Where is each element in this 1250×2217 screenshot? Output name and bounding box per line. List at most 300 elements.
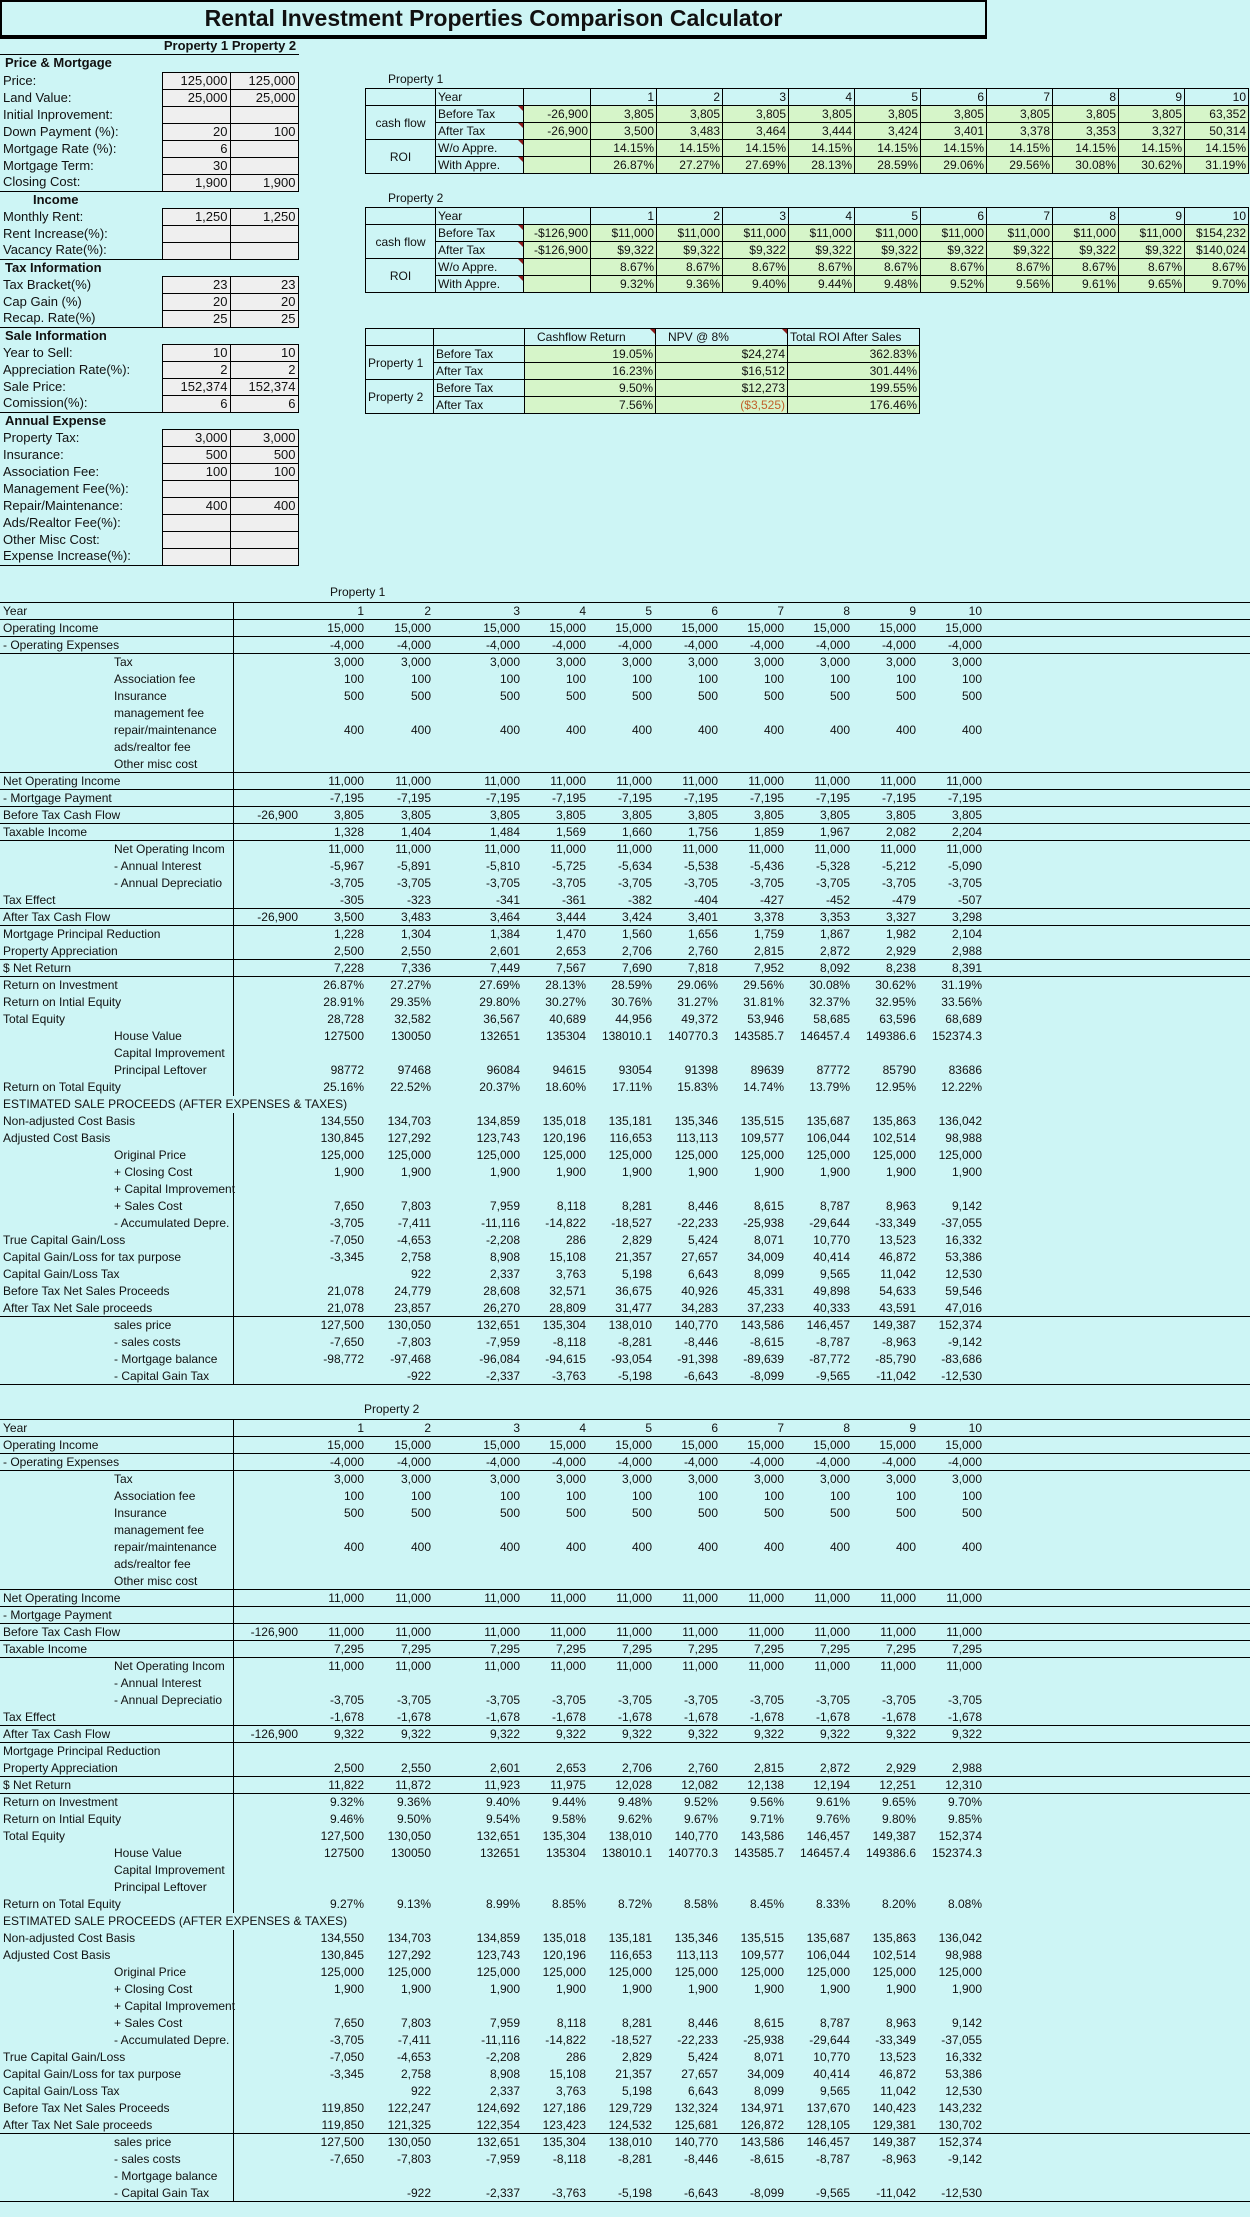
summary-header-npv-8: NPV @ 8% bbox=[656, 329, 788, 346]
association-fee-property-1-input[interactable]: 100 bbox=[162, 463, 230, 480]
table-row bbox=[0, 1113, 1250, 1130]
comission-property-1-input[interactable]: 6 bbox=[162, 395, 230, 412]
input-row bbox=[0, 242, 298, 259]
value-cell: 15,000 bbox=[654, 620, 720, 637]
value-cell: 45,331 bbox=[747, 1284, 784, 1298]
value-cell bbox=[233, 1505, 300, 1522]
table-row bbox=[0, 1658, 1250, 1675]
value-cell: 83686 bbox=[948, 1063, 982, 1077]
value-cell: 400 bbox=[763, 723, 784, 737]
value-cell: 152374.3 bbox=[931, 1846, 982, 1860]
value-cell: $140,024 bbox=[1185, 242, 1249, 259]
value-cell: 9,565 bbox=[819, 2084, 850, 2098]
value-cell bbox=[233, 1351, 300, 1368]
summary-value: 176.46% bbox=[788, 397, 920, 414]
spacer-cell bbox=[433, 1743, 456, 1760]
value-cell: -3,345 bbox=[329, 2067, 364, 2081]
input-label: Down Payment (%): bbox=[3, 123, 119, 139]
price-property-1-input[interactable]: 125,000 bbox=[162, 72, 230, 89]
value-cell: 7,295 bbox=[654, 1641, 720, 1658]
value-cell: 15,000 bbox=[786, 1437, 852, 1454]
property-tax-property-1-input[interactable]: 3,000 bbox=[162, 429, 230, 446]
table-row bbox=[0, 1896, 1250, 1913]
mortgage-rate-property-2-input[interactable] bbox=[230, 140, 298, 157]
price-property-2-input[interactable]: 125,000 bbox=[230, 72, 298, 89]
value-cell: -922 bbox=[366, 1368, 433, 1385]
value-cell bbox=[918, 1913, 984, 1930]
blank-cell bbox=[366, 208, 436, 225]
value-cell: -1,678 bbox=[366, 1709, 433, 1726]
value-cell: 14.15% bbox=[657, 140, 723, 157]
value-cell bbox=[918, 1045, 984, 1062]
filler-cell bbox=[984, 2066, 1250, 2083]
value-cell: 34,283 bbox=[654, 1300, 720, 1317]
sale-price-property-1-input[interactable]: 152,374 bbox=[162, 378, 230, 395]
filler-cell bbox=[984, 1488, 1250, 1505]
value-cell: 7 bbox=[720, 603, 786, 620]
group-label-roi: ROI bbox=[366, 140, 436, 174]
filler-cell bbox=[984, 1300, 1250, 1317]
value-cell: 36,567 bbox=[483, 1012, 520, 1026]
value-cell: 2,872 bbox=[786, 943, 852, 960]
year-to-sell-property-2-input[interactable]: 10 bbox=[230, 344, 298, 361]
input-row bbox=[0, 361, 298, 378]
mortgage-term-property-2-input[interactable] bbox=[230, 157, 298, 174]
insurance-property-2-input[interactable]: 500 bbox=[230, 446, 298, 463]
ads-realtor-fee-property-2-input[interactable] bbox=[230, 514, 298, 531]
value-cell: 1,384 bbox=[489, 927, 520, 942]
filler-cell bbox=[984, 1249, 1250, 1266]
value-cell: 100 bbox=[343, 672, 364, 686]
row-label-w-o-appre: W/o Appre. bbox=[436, 140, 524, 157]
value-cell: 400 bbox=[499, 723, 520, 737]
value-cell: 12,082 bbox=[654, 1777, 720, 1794]
value-cell: 11,000 bbox=[682, 1659, 718, 1674]
value-cell: 134,859 bbox=[476, 1114, 520, 1128]
closing-cost-property-1-input[interactable]: 1,900 bbox=[162, 174, 230, 191]
year-header: 3 bbox=[723, 89, 789, 106]
insurance-property-1-input[interactable]: 500 bbox=[162, 446, 230, 463]
value-cell: -7,195 bbox=[786, 790, 852, 807]
value-cell bbox=[366, 1675, 433, 1692]
filler-cell bbox=[984, 1215, 1250, 1232]
value-cell: 21,078 bbox=[300, 1300, 366, 1317]
property-tax-property-2-input[interactable]: 3,000 bbox=[230, 429, 298, 446]
value-cell bbox=[456, 1743, 522, 1760]
value-cell: 31.27% bbox=[677, 995, 718, 1009]
value-cell bbox=[300, 1879, 366, 1896]
filler-cell bbox=[984, 1454, 1250, 1471]
appreciation-rate-property-1-input[interactable]: 2 bbox=[162, 361, 230, 378]
repair-maintenance-property-2-input[interactable]: 400 bbox=[230, 497, 298, 514]
land-value-property-2-input[interactable]: 25,000 bbox=[230, 89, 298, 106]
value-cell: 7,803 bbox=[400, 1199, 431, 1213]
value-cell bbox=[654, 756, 720, 773]
value-cell bbox=[233, 2168, 300, 2185]
row-label-ads-realtor-fee: ads/realtor fee bbox=[0, 739, 233, 756]
value-cell bbox=[456, 1522, 522, 1539]
row-label-before-tax-net-sales-proceeds: Before Tax Net Sales Proceeds bbox=[0, 1283, 233, 1300]
row-label-net-operating-income: Net Operating Income bbox=[0, 773, 233, 790]
filler-cell bbox=[984, 1368, 1250, 1385]
spacer-cell bbox=[433, 1896, 456, 1913]
value-cell: 29.06% bbox=[677, 978, 718, 993]
value-cell: 9,322 bbox=[366, 1726, 433, 1743]
table-row bbox=[0, 1164, 1250, 1181]
value-cell bbox=[300, 756, 366, 773]
value-cell bbox=[233, 1930, 300, 1947]
input-row bbox=[0, 208, 298, 225]
value-cell bbox=[720, 1045, 786, 1062]
row-label-property-appreciation: Property Appreciation bbox=[0, 943, 233, 960]
value-cell: 11,000 bbox=[654, 1590, 720, 1607]
value-cell bbox=[852, 1862, 918, 1879]
expense-increase-property-1-input[interactable] bbox=[162, 548, 230, 565]
spacer-cell bbox=[433, 1011, 456, 1028]
value-cell bbox=[233, 1947, 300, 1964]
value-cell bbox=[786, 739, 852, 756]
group-label-cash-flow: cash flow bbox=[366, 106, 436, 140]
value-cell: 9.71% bbox=[749, 1812, 784, 1826]
value-cell bbox=[233, 1709, 300, 1726]
value-cell: -11,042 bbox=[852, 1368, 918, 1385]
value-cell: 8,118 bbox=[556, 1199, 586, 1213]
spacer-cell bbox=[433, 1368, 456, 1385]
value-cell: -7,050 bbox=[329, 1233, 364, 1247]
value-cell: -7,650 bbox=[329, 1335, 364, 1349]
table-row bbox=[0, 688, 1250, 705]
value-cell: 138010.1 bbox=[601, 1029, 652, 1043]
row-label-return-on-total-equity: Return on Total Equity bbox=[0, 1896, 233, 1913]
value-cell: 143,232 bbox=[938, 2101, 982, 2115]
value-cell: 500 bbox=[895, 1506, 916, 1520]
value-cell: 15,000 bbox=[456, 620, 522, 637]
filler-cell bbox=[984, 1556, 1250, 1573]
value-cell: 14.15% bbox=[1119, 140, 1185, 157]
row-label-true-capital-gain-loss: True Capital Gain/Loss bbox=[0, 2049, 233, 2066]
mortgage-term-property-1-input[interactable]: 30 bbox=[162, 157, 230, 174]
year-header: 2 bbox=[657, 89, 723, 106]
value-cell bbox=[456, 1607, 522, 1624]
monthly-rent-property-2-input[interactable]: 1,250 bbox=[230, 208, 298, 225]
value-cell: -7,959 bbox=[485, 2152, 520, 2166]
value-cell bbox=[522, 1045, 588, 1062]
association-fee-property-2-input[interactable]: 100 bbox=[230, 463, 298, 480]
value-cell: 11,000 bbox=[654, 1624, 720, 1641]
value-cell bbox=[918, 1862, 984, 1879]
value-cell: 8,615 bbox=[753, 1199, 784, 1213]
filler-cell bbox=[984, 1658, 1250, 1675]
value-cell: 4 bbox=[522, 1420, 588, 1437]
value-cell bbox=[720, 705, 786, 722]
spacer-cell bbox=[433, 1198, 456, 1215]
value-cell: 149386.6 bbox=[865, 1029, 916, 1043]
value-cell bbox=[786, 1045, 852, 1062]
year-header: 2 bbox=[657, 208, 723, 225]
value-cell: 3,327 bbox=[1119, 123, 1185, 140]
value-cell: 7,690 bbox=[588, 960, 654, 977]
section-header bbox=[0, 327, 298, 344]
value-cell: -9,565 bbox=[786, 1368, 852, 1385]
value-cell: 102,514 bbox=[872, 1131, 916, 1145]
value-cell: -3,705 bbox=[881, 1693, 916, 1707]
initial-inprovement-property-2-input[interactable] bbox=[230, 106, 298, 123]
value-cell: -4,000 bbox=[522, 1454, 588, 1471]
value-cell: 9.36% bbox=[396, 1795, 431, 1810]
row-label-non-adjusted-cost-basis: Non-adjusted Cost Basis bbox=[0, 1930, 233, 1947]
cap-gain-property-1-input[interactable]: 20 bbox=[162, 293, 230, 310]
row-label-return-on-investment: Return on Investment bbox=[0, 1794, 233, 1811]
value-cell bbox=[233, 1232, 300, 1249]
value-cell: 143,586 bbox=[740, 1829, 784, 1843]
value-cell: -4,000 bbox=[654, 1454, 720, 1471]
value-cell bbox=[233, 654, 300, 671]
value-cell bbox=[720, 1879, 786, 1896]
value-cell: 135,304 bbox=[542, 1829, 586, 1843]
value-cell: 63,352 bbox=[1185, 106, 1249, 123]
row-label-with-appre: With Appre. bbox=[436, 157, 524, 174]
comission-property-2-input[interactable]: 6 bbox=[230, 395, 298, 412]
rent-increase-property-1-input[interactable] bbox=[162, 225, 230, 242]
value-cell: 15.83% bbox=[677, 1080, 718, 1094]
ads-realtor-fee-property-1-input[interactable] bbox=[162, 514, 230, 531]
tax-bracket-property-1-input[interactable]: 23 bbox=[162, 276, 230, 293]
value-cell: 135,018 bbox=[542, 1931, 586, 1945]
value-cell bbox=[654, 1573, 720, 1590]
section-title: Income bbox=[33, 191, 79, 207]
value-cell: 13,523 bbox=[879, 1233, 916, 1247]
value-cell: 127500 bbox=[323, 1029, 364, 1043]
value-cell: -8,281 bbox=[617, 2152, 652, 2166]
value-cell: 100 bbox=[697, 672, 718, 686]
appreciation-rate-property-2-input[interactable]: 2 bbox=[230, 361, 298, 378]
spacer-cell bbox=[433, 1232, 456, 1249]
filler-cell bbox=[984, 1198, 1250, 1215]
down-payment-property-1-input[interactable]: 20 bbox=[162, 123, 230, 140]
spacer-cell bbox=[433, 960, 456, 977]
value-cell: -3,705 bbox=[947, 876, 982, 890]
spacer-cell bbox=[433, 1215, 456, 1232]
management-fee-property-1-input[interactable] bbox=[162, 480, 230, 497]
vacancy-rate-property-1-input[interactable] bbox=[162, 242, 230, 259]
value-cell: 125,000 bbox=[674, 1148, 718, 1162]
value-cell: -8,099 bbox=[720, 1368, 786, 1385]
value-cell bbox=[233, 977, 300, 994]
value-cell: 132,651 bbox=[476, 1318, 520, 1333]
repair-maintenance-property-1-input[interactable]: 400 bbox=[162, 497, 230, 514]
value-cell bbox=[588, 1045, 654, 1062]
closing-cost-property-2-input[interactable]: 1,900 bbox=[230, 174, 298, 191]
value-cell: -8,118 bbox=[552, 1335, 586, 1349]
spacer-cell bbox=[433, 1981, 456, 1998]
value-cell bbox=[366, 1181, 433, 1198]
value-cell: -323 bbox=[366, 892, 433, 909]
value-cell: -7,411 bbox=[397, 1216, 431, 1230]
input-row bbox=[0, 89, 298, 106]
row-label-house-value: House Value bbox=[0, 1845, 233, 1862]
initial-inprovement-property-1-input[interactable] bbox=[162, 106, 230, 123]
value-cell bbox=[233, 773, 300, 790]
table-row bbox=[0, 994, 1250, 1011]
rent-increase-property-2-input[interactable] bbox=[230, 225, 298, 242]
tax-bracket-property-2-input[interactable]: 23 bbox=[230, 276, 298, 293]
value-cell bbox=[588, 1573, 654, 1590]
expense-increase-property-2-input[interactable] bbox=[230, 548, 298, 565]
value-cell: 7,295 bbox=[918, 1641, 984, 1658]
value-cell bbox=[524, 157, 591, 174]
value-cell: 11,822 bbox=[300, 1777, 366, 1794]
value-cell: 11,000 bbox=[682, 842, 718, 857]
value-cell: 15,000 bbox=[720, 620, 786, 637]
filler-cell bbox=[984, 858, 1250, 875]
row-label-sales-costs: - sales costs bbox=[0, 1334, 233, 1351]
value-cell: 100 bbox=[565, 1489, 586, 1503]
value-cell bbox=[918, 1743, 984, 1760]
input-label: Association Fee: bbox=[3, 463, 100, 479]
value-cell: 54,633 bbox=[879, 1284, 916, 1298]
value-cell: 30.62% bbox=[1119, 157, 1185, 174]
value-cell: 1,900 bbox=[621, 1982, 652, 1996]
value-cell: 11,000 bbox=[484, 1659, 520, 1674]
value-cell: 149,387 bbox=[872, 2135, 916, 2150]
value-cell: 1,900 bbox=[400, 1165, 431, 1179]
value-cell bbox=[588, 1556, 654, 1573]
input-row bbox=[0, 106, 298, 123]
row-label-original-price: Original Price bbox=[0, 1147, 233, 1164]
spacer-cell bbox=[433, 824, 456, 841]
table-row bbox=[0, 2066, 1250, 2083]
spacer-cell bbox=[433, 1471, 456, 1488]
value-cell: 11,000 bbox=[366, 1624, 433, 1641]
value-cell: -3,705 bbox=[749, 876, 784, 890]
value-cell: 100 bbox=[895, 672, 916, 686]
spacer-cell bbox=[433, 1641, 456, 1658]
filler-cell bbox=[984, 824, 1250, 841]
value-cell bbox=[233, 1607, 300, 1624]
filler-cell bbox=[984, 1845, 1250, 1862]
filler-cell bbox=[984, 1266, 1250, 1283]
value-cell: -4,000 bbox=[366, 637, 433, 654]
value-cell: 100 bbox=[829, 1489, 850, 1503]
other-misc-cost-property-1-input[interactable] bbox=[162, 531, 230, 548]
row-label-taxable-income: Taxable Income bbox=[0, 824, 233, 841]
table-row bbox=[0, 1726, 1250, 1743]
row-label-management-fee: management fee bbox=[0, 705, 233, 722]
row-label-after-tax-cash-flow: After Tax Cash Flow bbox=[0, 1726, 233, 1743]
value-cell: 43,591 bbox=[852, 1300, 918, 1317]
value-cell: 2,337 bbox=[489, 2084, 520, 2098]
value-cell: 3,805 bbox=[720, 807, 786, 824]
value-cell: 8 bbox=[786, 603, 852, 620]
year-header: 7 bbox=[987, 89, 1053, 106]
input-label: Rent Increase(%): bbox=[3, 225, 108, 241]
value-cell: 31,477 bbox=[588, 1300, 654, 1317]
spacer-cell bbox=[433, 1573, 456, 1590]
value-cell: -126,900 bbox=[233, 1624, 300, 1641]
monthly-rent-property-1-input[interactable]: 1,250 bbox=[162, 208, 230, 225]
value-cell bbox=[654, 1862, 720, 1879]
value-cell: -3,705 bbox=[815, 1693, 850, 1707]
value-cell bbox=[720, 739, 786, 756]
value-cell: 125,000 bbox=[806, 1965, 850, 1979]
table-row bbox=[0, 1760, 1250, 1777]
value-cell bbox=[233, 1556, 300, 1573]
value-cell: 400 bbox=[829, 723, 850, 737]
spacer-cell bbox=[433, 1760, 456, 1777]
value-cell: -7,411 bbox=[397, 2033, 431, 2047]
value-cell: -8,615 bbox=[749, 2152, 784, 2166]
recap-rate-property-2-input[interactable]: 25 bbox=[230, 310, 298, 327]
value-cell: 135304 bbox=[545, 1029, 586, 1043]
value-cell: 7,567 bbox=[522, 960, 588, 977]
spacer-cell bbox=[433, 1675, 456, 1692]
summary-header-cashflow-return: Cashflow Return bbox=[525, 329, 656, 346]
spacer-cell bbox=[433, 1590, 456, 1607]
table-row bbox=[0, 960, 1250, 977]
land-value-property-1-input[interactable]: 25,000 bbox=[162, 89, 230, 106]
value-cell: 9.54% bbox=[485, 1812, 520, 1826]
management-fee-property-2-input[interactable] bbox=[230, 480, 298, 497]
overview-row bbox=[366, 123, 1249, 140]
value-cell bbox=[654, 1913, 720, 1930]
year-header: 9 bbox=[1119, 208, 1185, 225]
spacer-cell bbox=[433, 2015, 456, 2032]
value-cell: 125,000 bbox=[740, 1148, 784, 1162]
value-cell: 15,000 bbox=[366, 620, 433, 637]
value-cell: 5 bbox=[588, 1420, 654, 1437]
input-row bbox=[0, 531, 298, 548]
value-cell: 7,952 bbox=[720, 960, 786, 977]
value-cell: 11,000 bbox=[300, 1590, 366, 1607]
row-label-association-fee: Association fee bbox=[0, 671, 233, 688]
value-cell bbox=[233, 1011, 300, 1028]
value-cell: 100 bbox=[343, 1489, 364, 1503]
recap-rate-property-1-input[interactable]: 25 bbox=[162, 310, 230, 327]
value-cell: 400 bbox=[961, 723, 982, 737]
value-cell: -5,810 bbox=[485, 859, 520, 873]
value-cell bbox=[233, 1675, 300, 1692]
row-label-return-on-total-equity: Return on Total Equity bbox=[0, 1079, 233, 1096]
cap-gain-property-2-input[interactable]: 20 bbox=[230, 293, 298, 310]
value-cell: -7,195 bbox=[720, 790, 786, 807]
value-cell: 3,353 bbox=[1053, 123, 1119, 140]
mortgage-rate-property-1-input[interactable]: 6 bbox=[162, 140, 230, 157]
value-cell: 1,484 bbox=[456, 824, 522, 841]
row-label-capital-improvement: + Capital Improvement bbox=[0, 1998, 233, 2015]
year-to-sell-property-1-input[interactable]: 10 bbox=[162, 344, 230, 361]
value-cell: 98,988 bbox=[945, 1948, 982, 1962]
filler-cell bbox=[984, 875, 1250, 892]
value-cell bbox=[456, 1556, 522, 1573]
sale-price-property-2-input[interactable]: 152,374 bbox=[230, 378, 298, 395]
value-cell: -3,705 bbox=[551, 1693, 586, 1707]
value-cell bbox=[233, 1896, 300, 1913]
value-cell: -5,538 bbox=[683, 859, 718, 873]
value-cell: -8,615 bbox=[749, 1335, 784, 1349]
value-cell: 9.85% bbox=[947, 1812, 982, 1826]
table-row bbox=[0, 1573, 1250, 1590]
vacancy-rate-property-2-input[interactable] bbox=[230, 242, 298, 259]
value-cell bbox=[786, 1913, 852, 1930]
other-misc-cost-property-2-input[interactable] bbox=[230, 531, 298, 548]
value-cell: 8,238 bbox=[852, 960, 918, 977]
value-cell bbox=[524, 140, 591, 157]
filler-cell bbox=[984, 1420, 1250, 1437]
value-cell: 132,651 bbox=[476, 2135, 520, 2150]
value-cell: -5,212 bbox=[881, 859, 916, 873]
down-payment-property-2-input[interactable]: 100 bbox=[230, 123, 298, 140]
value-cell: 15,000 bbox=[720, 1437, 786, 1454]
